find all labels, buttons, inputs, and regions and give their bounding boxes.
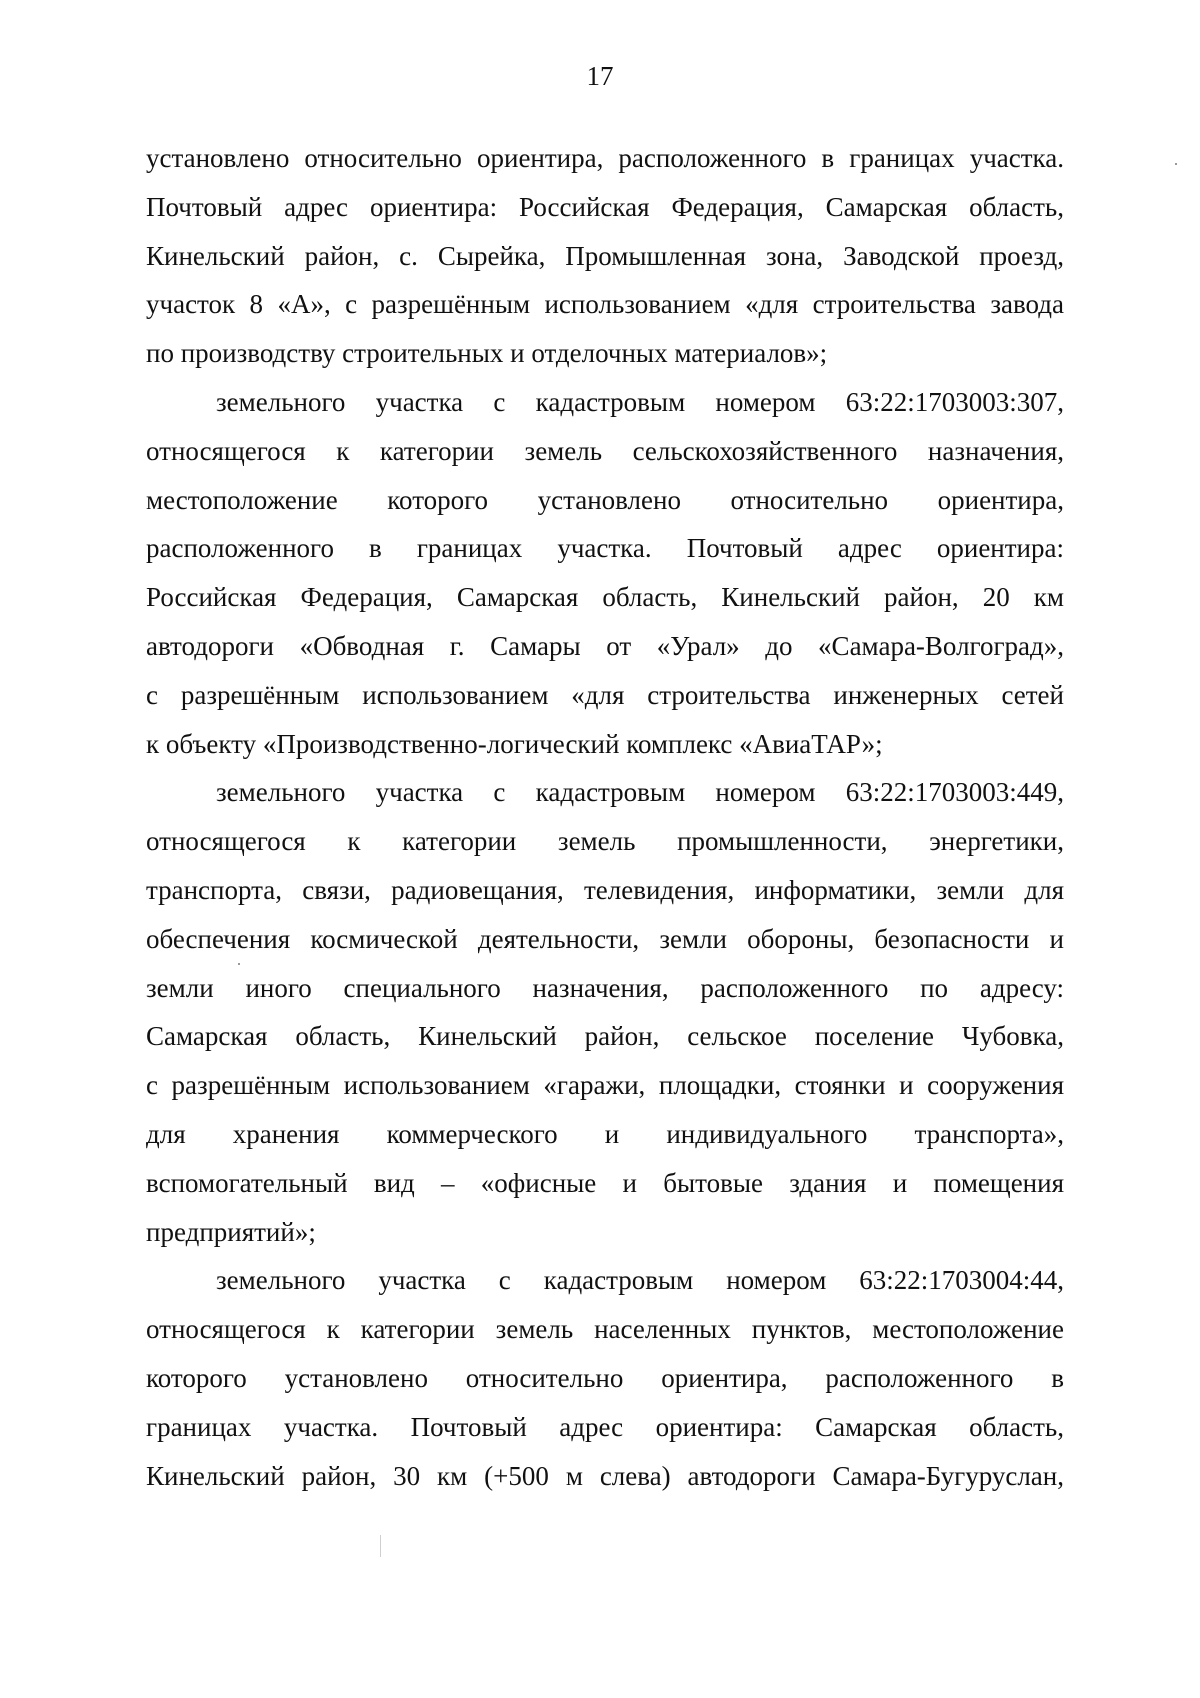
- text-line: границах участка. Почтовый адрес ориентира: Самарская область,: [146, 1411, 1064, 1442]
- text-line: Кинельский район, с. Сырейка, Промышленная зона, Заводской проезд,: [146, 240, 1064, 271]
- paragraph: [146, 378, 1064, 768]
- text-line: земельного участка с кадастровым номером 63:22:1703003:307,: [216, 386, 1064, 417]
- text-line: относящегося к категории земель промышленности, энергетики,: [146, 826, 1064, 857]
- scan-speck: [1175, 163, 1177, 165]
- text-line: обеспечения космической деятельности, земли обороны, безопасности и: [146, 923, 1064, 954]
- text-line: Российская Федерация, Самарская область, Кинельский район, 20 км: [146, 582, 1064, 613]
- text-line: автодороги «Обводная г. Самары от «Урал» до «Самара-Волгоград»,: [146, 630, 1064, 661]
- page-number: 17: [586, 61, 614, 91]
- text-line: с разрешённым использованием «для строительства инженерных сетей: [146, 679, 1064, 710]
- text-line: земельного участка с кадастровым номером 63:22:1703004:44,: [216, 1265, 1064, 1296]
- text-line: вспомогательный вид – «офисные и бытовые здания и помещения: [146, 1167, 1064, 1198]
- text-line: которого установлено относительно ориентира, расположенного в: [146, 1362, 1064, 1393]
- scan-speck: [380, 1535, 381, 1557]
- text-line: установлено относительно ориентира, расположенного в границах участка.: [146, 143, 1064, 173]
- text-line: по производству строительных и отделочных материалов»;: [146, 338, 828, 369]
- text-line: участок 8 «А», с разрешённым использованием «для строительства завода: [146, 289, 1064, 320]
- paragraph: [146, 1256, 1064, 1500]
- paragraph: [146, 134, 1064, 378]
- text-line: для хранения коммерческого и индивидуального транспорта»,: [146, 1118, 1064, 1149]
- text-line: транспорта, связи, радиовещания, телевидения, информатики, земли для: [146, 874, 1064, 905]
- text-line: к объекту «Производственно-логический комплекс «АвиаТАР»;: [146, 728, 883, 759]
- text-line: Самарская область, Кинельский район, сельское поселение Чубовка,: [146, 1021, 1064, 1052]
- text-line: земельного участка с кадастровым номером 63:22:1703003:449,: [216, 777, 1064, 808]
- text-line: относящегося к категории земель населенных пунктов, местоположение: [146, 1314, 1064, 1345]
- text-line: предприятий»;: [146, 1216, 316, 1247]
- paragraph: [146, 768, 1064, 1256]
- text-line: с разрешённым использованием «гаражи, площадки, стоянки и сооружения: [146, 1070, 1064, 1101]
- text-line: Почтовый адрес ориентира: Российская Федерация, Самарская область,: [146, 191, 1064, 222]
- scan-speck: [238, 963, 240, 965]
- text-line: местоположение которого установлено относительно ориентира,: [146, 484, 1064, 515]
- text-line: Кинельский район, 30 км (+500 м слева) автодороги Самара-Бугуруслан,: [146, 1460, 1064, 1491]
- text-line: земли иного специального назначения, расположенного по адресу:: [146, 972, 1064, 1003]
- document-body: [146, 134, 1064, 1500]
- text-line: расположенного в границах участка. Почтовый адрес ориентира:: [146, 533, 1064, 564]
- text-line: относящегося к категории земель сельскохозяйственного назначения,: [146, 435, 1064, 466]
